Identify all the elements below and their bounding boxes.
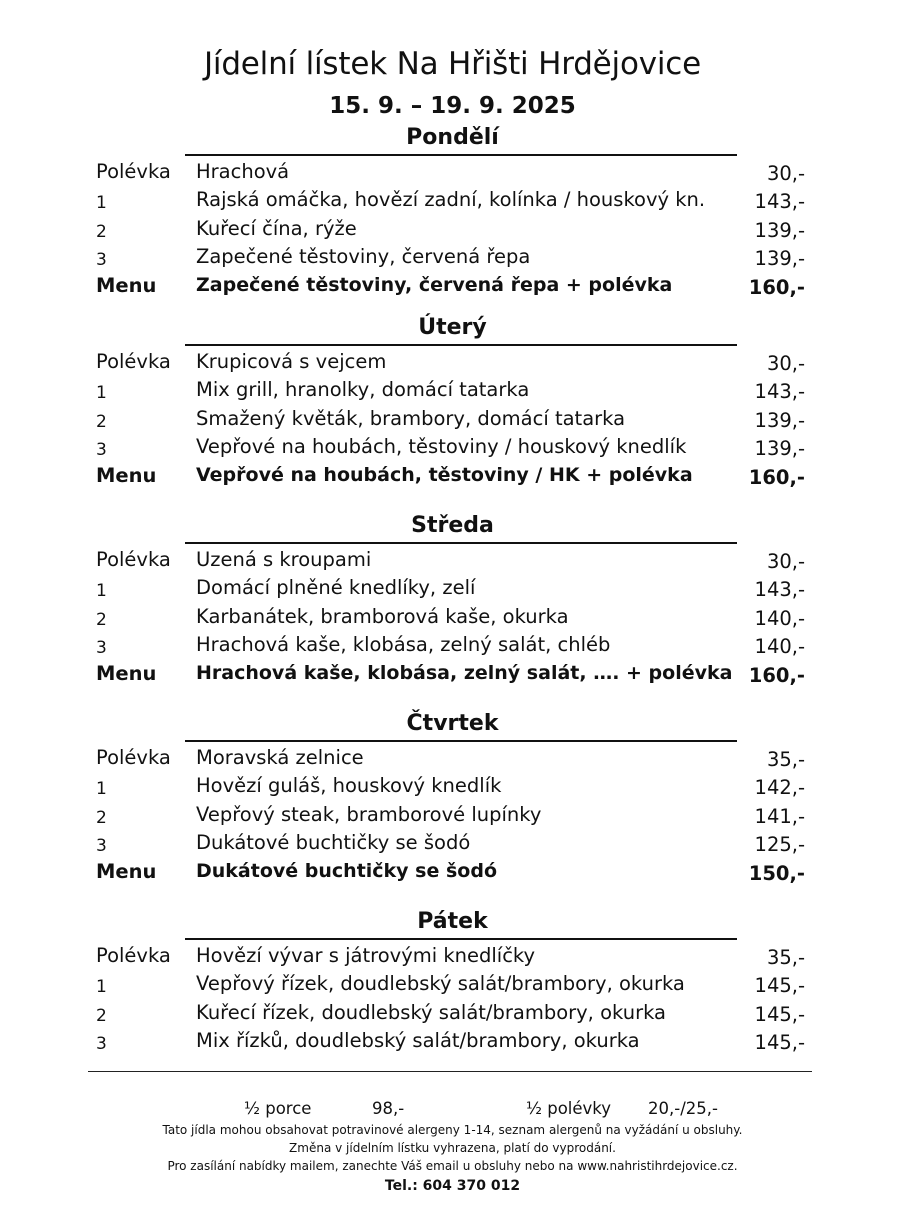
dish-price: 141,- [754, 804, 805, 828]
dish-name: Uzená s kroupami [196, 548, 372, 571]
dish-name: Dukátové buchtičky se šodó [196, 859, 498, 882]
dish-name: Karbanátek, bramborová kaše, okurka [196, 604, 569, 628]
half-portion-price: 98,- [372, 1099, 405, 1118]
item-code: Polévka [96, 548, 171, 571]
dish-price: 145,- [754, 974, 805, 998]
item-code: Polévka [96, 944, 171, 967]
day-title: Pondělí [406, 125, 499, 150]
menu-item-row [0, 633, 905, 661]
item-code: 3 [96, 1034, 107, 1055]
dish-name: Rajská omáčka, hovězí zadní, kolínka / houskový kn. [196, 188, 706, 212]
dish-price: 139,- [754, 437, 805, 461]
day-title: Pátek [417, 909, 488, 934]
item-code: Menu [96, 273, 157, 297]
menu-item-row [0, 160, 905, 188]
menu-item-row [0, 548, 905, 576]
dish-name: Smažený květák, brambory, domácí tatarka [196, 406, 626, 430]
dish-price: 160,- [748, 663, 805, 687]
dish-price: 139,- [754, 247, 805, 271]
change-note: Změna v jídelním lístku vyhrazena, platí do vyprodání. [289, 1141, 616, 1155]
dish-name: Moravská zelnice [196, 746, 364, 769]
menu-item-row [0, 605, 905, 633]
dish-price: 30,- [766, 352, 805, 375]
menu-item-row [0, 245, 905, 273]
dish-price: 145,- [754, 1031, 805, 1055]
page-title: Jídelní lístek Na Hřišti Hrdějovice [203, 46, 702, 82]
dish-name: Vepřový řízek, doudlebský salát/brambory, okurka [196, 972, 685, 996]
dish-price: 143,- [754, 380, 805, 404]
menu-item-row [0, 217, 905, 245]
dish-price: 143,- [754, 190, 805, 214]
item-code: 2 [96, 411, 107, 432]
dish-name: Krupicová s vejcem [196, 350, 387, 373]
menu-item-row [0, 378, 905, 406]
dish-name: Zapečené těstoviny, červená řepa + polévka [196, 273, 673, 296]
dish-price: 30,- [766, 162, 805, 185]
menu-item-row [0, 774, 905, 802]
item-code: Polévka [96, 350, 171, 373]
menu-item-row [0, 576, 905, 604]
dish-name: Dukátové buchtičky se šodó [196, 831, 471, 855]
half-soup-label: ½ polévky [526, 1099, 612, 1118]
phone-number: Tel.: 604 370 012 [384, 1178, 521, 1194]
menu-item-row [0, 350, 905, 378]
item-code: 3 [96, 836, 107, 857]
footer-divider [88, 1071, 812, 1072]
dish-price: 142,- [754, 776, 805, 800]
day-divider [185, 542, 737, 544]
dish-name: Vepřové na houbách, těstoviny / houskový knedlík [196, 435, 687, 459]
dish-name: Mix grill, hranolky, domácí tatarka [196, 378, 530, 402]
dish-name: Hovězí vývar s játrovými knedlíčky [196, 944, 536, 967]
day-title: Úterý [418, 315, 487, 340]
dish-price: 125,- [754, 833, 805, 857]
item-code: 2 [96, 609, 107, 630]
dish-price: 35,- [766, 748, 805, 771]
item-code: Menu [96, 859, 157, 883]
dish-name: Zapečené těstoviny, červená řepa [196, 245, 531, 269]
dish-price: 139,- [754, 408, 805, 432]
menu-item-row [0, 407, 905, 435]
dish-price: 140,- [754, 606, 805, 630]
dish-price: 140,- [754, 635, 805, 659]
dish-name: Kuřecí čína, rýže [196, 216, 357, 240]
day-divider [185, 740, 737, 742]
half-portion-label: ½ porce [244, 1099, 312, 1118]
menu-item-row [0, 746, 905, 774]
menu-item-row [0, 435, 905, 463]
dish-name: Hrachová kaše, klobása, zelný salát, chléb [196, 633, 611, 657]
dish-price: 35,- [766, 946, 805, 969]
dish-price: 160,- [748, 465, 805, 489]
menu-item-row [0, 464, 905, 492]
day-title: Středa [411, 513, 494, 538]
dish-price: 139,- [754, 218, 805, 242]
dish-name: Hovězí guláš, houskový knedlík [196, 774, 502, 798]
item-code: Menu [96, 661, 157, 685]
dish-price: 160,- [748, 275, 805, 299]
menu-item-row [0, 1029, 905, 1057]
menu-item-row [0, 803, 905, 831]
menu-item-row [0, 188, 905, 216]
dish-name: Domácí plněné knedlíky, zelí [196, 576, 476, 600]
item-code: 2 [96, 221, 107, 242]
item-code: 3 [96, 638, 107, 659]
dish-name: Vepřové na houbách, těstoviny / HK + polévka [196, 463, 693, 486]
item-code: 2 [96, 1005, 107, 1026]
item-code: 3 [96, 440, 107, 461]
item-code: 3 [96, 250, 107, 271]
item-code: 1 [96, 581, 107, 602]
menu-item-row [0, 860, 905, 888]
allergen-note: Tato jídla mohou obsahovat potravinové alergeny 1-14, seznam alergenů na vyžádání u obsluhy. [162, 1123, 743, 1137]
day-title: Čtvrtek [406, 711, 499, 736]
dish-price: 145,- [754, 1002, 805, 1026]
dish-price: 150,- [748, 861, 805, 885]
dish-name: Vepřový steak, bramborové lupínky [196, 802, 542, 826]
item-code: 1 [96, 977, 107, 998]
dish-price: 143,- [754, 578, 805, 602]
item-code: Polévka [96, 746, 171, 769]
dish-name: Mix řízků, doudlebský salát/brambory, okurka [196, 1029, 640, 1053]
dish-name: Kuřecí řízek, doudlebský salát/brambory, okurka [196, 1000, 666, 1024]
menu-item-row [0, 274, 905, 302]
item-code: 1 [96, 779, 107, 800]
menu-item-row [0, 972, 905, 1000]
day-divider [185, 154, 737, 156]
item-code: 1 [96, 383, 107, 404]
day-divider [185, 938, 737, 940]
day-divider [185, 344, 737, 346]
item-code: 2 [96, 807, 107, 828]
email-note: Pro zasílání nabídky mailem, zanechte Váš email u obsluhy nebo na www.nahristihrdejovice.cz. [167, 1159, 738, 1173]
item-code: Polévka [96, 160, 171, 183]
dish-name: Hrachová [196, 160, 290, 183]
date-range: 15. 9. – 19. 9. 2025 [329, 93, 576, 119]
menu-item-row [0, 944, 905, 972]
item-code: 1 [96, 193, 107, 214]
menu-item-row [0, 662, 905, 690]
dish-price: 30,- [766, 550, 805, 573]
dish-name: Hrachová kaše, klobása, zelný salát, …. + polévka [196, 661, 733, 684]
menu-item-row [0, 1001, 905, 1029]
item-code: Menu [96, 463, 157, 487]
half-soup-price: 20,-/25,- [648, 1099, 718, 1118]
menu-item-row [0, 831, 905, 859]
